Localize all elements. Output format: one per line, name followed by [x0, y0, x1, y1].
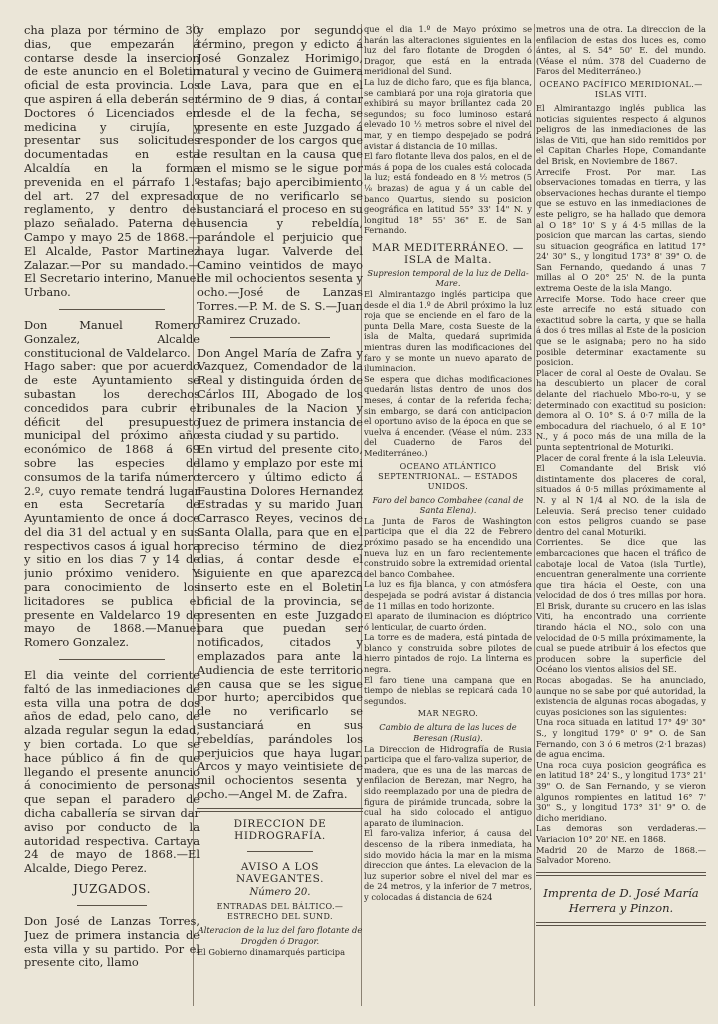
printer-imprint: Imprenta de D. José María Herrera y Pinzon. — [543, 885, 699, 915]
separator — [59, 309, 165, 310]
notice-body: Corrientes. Se dice que las embarcaciones que hacen el tráfico de cabotaje local de Vatoa (isla Turtle), encuentran generalmente una corriente que tira hácia el Oeste, con una velocidad de dos ó tres millas por hora. El Brisk, durante su crucero en las islas Viti, ha encontrado una corriente tirando hácia el NO., solo con una velocidad de 0·5 milla próximamente, la cual se puede atribuir á los efectos que producen sobre la superficie del Océano los vientos alisios del SE. — [536, 537, 706, 675]
separator — [59, 659, 165, 660]
notice-body: El Almirantazgo inglés participa que desde el dia 1.º de Abril próximo la luz roja que se enciende en el faro de la punta Della Mare, costa Sueste de la isla de Malta, quedará suprimida mientras duren las modificaciones del faro y se monte un nuevo aparato de iluminacion. — [364, 289, 532, 374]
column-1 — [24, 24, 200, 1010]
notice-body: El Almirantazgo inglés publica las noticias siguientes respecto á algunos peligros de las inmediaciones de las islas de Viti, que han sido remitidos por el Capitan Charles Hope, Comandante del Brisk, en Noviembre de 1867. — [536, 102, 706, 166]
notice-zafra-body: En virtud del presente cito, llamo y emplazo por este mi tercero y último edicto á Faustina Dolores Hernandez Estradas y su marido Juan Carrasco Reyes, vecinos de Santa Olalla, para que en el preciso término de diez dias, á contar desde el siguiente en que aparezca inserto este en el Boletin oficial de la provincia, se presenten en este Juzgado para que puedan ser notificados, citados y emplazados para ante la Audiencia de este territorio en causa que se les sigue por hurto; apercibidos que de no verificarlo se sustanciará en sus rebeldías, parándoles los perjuicios que haya lugar. Arcos y mayo veintisiete de mil ochocientos sesenta y ocho.—Angel M. de Zafra. — [197, 442, 363, 802]
separator — [77, 905, 147, 906]
notice-body: El Gobierno dinamarqués participa — [197, 946, 346, 957]
notice-body: metros una de otra. La direccion de la enfilacion de estas dos luces es, como ántes, al S. 54° 50' E. del mundo. (Véase el núm. 378 del Cuaderno de Faros del Mediterráneo.) — [536, 24, 706, 77]
separator — [230, 337, 330, 338]
notice-body: El faro-valiza inferior, á causa del descenso de la ribera inmediata, ha sido movido hácia la mar en la misma direccion que ántes. La elevacion de la luz superior sobre el nivel del mar es de 24 metros, y la inferior de 7 metros, y colocadas á distancia de 624 — [364, 828, 532, 902]
notice-body: La Junta de Faros de Washington participa que el dia 22 de Febrero próximo pasado se ha encendido una nueva luz en un faro recientemente construido sobre la extremidad oriental del banco Combahee. — [364, 515, 532, 579]
notice-valdelarco-heading: Don Manuel Romero Gonzalez, Alcalde constitucional de Valdelarco. — [24, 317, 200, 360]
column-rule — [534, 24, 535, 1006]
notice-subtitle: Alteracion de la luz del faro flotante de Drogden ó Dragor. — [197, 925, 363, 947]
notice-cartaya: El dia veinte del corriente faltó de las inmediaciones de esta villa una potra de dos años de edad, pelo cano, de alzada regular segun la edad, y bien cortada. Lo que se hace público á fin de que llegando el presente anuncio á conocimiento de personas que sepan el paradero de dicha caballería se sirvan dar aviso por conducto de la autoridad respectiva. Cartaya 24 de mayo de 1868.—El Alcalde, Diego Perez. — [24, 668, 200, 876]
notice-lanzas-cont: y emplazo por segundo término, pregon y edicto á José Gonzalez Horimigo, natural y vecino de Guimera de Lava, para que en el término de 9 dias, á contar desde el de la fecha, se presente en este Juzgado á responder de los cargos que le resultan en la causa que en el mismo se le sigue por estafas; bajo apercibimiento que de no verificarlo se sustanciará el proceso en su ausencia y rebeldía, parándole el perjuicio que haya lugar. Valverde del Camino veintidos de mayo de mil ochocientos sesenta y ocho.—José de Lanzas Torres.—P. M. de S. S.—Juan Ramirez Cruzado. — [197, 24, 363, 327]
notice-body: La luz de dicho faro, que es fija blanca, se cambiará por una roja giratoria que exhibirá su mayor brillantez cada 20 segundos; su foco luminoso estará elevado 10 ½ metros sobre el nivel del mar, y en tiempo despejado se podrá avistar á distancia de 10 millas. — [364, 76, 532, 151]
notice-body: Rocas abogadas. Se ha anunciado, aunque no se sabe por qué autoridad, la existencia de algunas rocas abogadas, y cuyas posiciones son las siguientes: — [536, 675, 706, 717]
section-caption: OCEANO ATLÁNTICO SEPTENTRIONAL. — ESTADOS UNIDOS. — [378, 461, 518, 491]
notice-subtitle: Cambio de altura de las luces de Beresan (Rusia). — [379, 722, 517, 744]
section-caption: ENTRADAS DEL BÁLTICO.—ESTRECHO DEL SUND. — [216, 902, 344, 922]
notice-body: Placer de coral frente á la isla Leleuvia. El Comandante del Brisk vió distintamente dos placeres de coral, situados á 0·5 millas próximamente al N. y al N 1/4 al NO. de la isla de Leleuvia. Será preciso tener cuidado con estos peligros cuando se pase dentro del canal Moturiki. — [536, 452, 706, 537]
notice-body: El faro tiene una campana que en tiempo de nieblas se repicará cada 10 segundos. — [364, 674, 532, 706]
notice-body: El faro flotante lleva dos palos, en el de más á popa de los cuales está colocada la luz; está fondeado en 8 ½ metros (5 ⅛ brazas) de agua y á un cable del banco Quartus, siendo su posicion geográfica en latitud 55° 33' 14" N. y longitud 18° 55' 36" E. de San Fernando. — [364, 151, 532, 236]
numero-label: Número 20. — [249, 886, 311, 898]
notice-body: Arrecife Frost. Por mar. Las observaciones tomadas en tierra, y las observaciones hechas durante el tiempo que se estuvo en las inmediaciones de este peligro, se ha hallado que demora al O 18° 10' S y á 4·5 millas de la posicion que marcan las cartas, siendo su situacion geográfica en latitud 17° 24' 30" S., y longitud 173° 8' 39" O. de San Fernando, quedando á unas 7 millas al O 20° 25' N. de la punta extrema Oeste de la isla Mango. — [536, 166, 706, 294]
section-caption: OCEANO PACÍFICO MERIDIONAL.—ISLAS VITI. — [539, 79, 703, 99]
notice-lanzas: Don José de Lanzas Torres, Juez de primera instancia de esta villa y su partido. Por el presente cito, llamo — [24, 914, 200, 970]
notice-body: La luz es fija blanca, y con atmósfera despejada se podrá avistar á distancia de 11 millas en todo horizonte. — [364, 579, 532, 611]
notice-body: Las demoras son verdaderas.—Variacion 10° 20' NE. en 1868. — [536, 823, 706, 844]
notice-body: Una roca situada en latitud 17° 49' 30" S., y longitud 179° 0' 9" O. de San Fernando, con 3 ó 6 metros (2·1 brazas) de agua encima. — [536, 717, 706, 760]
column-3 — [364, 24, 532, 1010]
double-rule — [536, 872, 706, 876]
direccion-hidrografia-heading: DIRECCION DE HIDROGRAFÍA. — [233, 817, 327, 842]
double-rule — [536, 922, 706, 926]
notice-body: Se espera que dichas modificaciones quedarán listas dentro de unos dos meses, á contar de la referida fecha; sin embargo, se dará con anticipacion el oportuno aviso de la época en que se vuelva á encender. (Véase el núm. 233 del Cuaderno de Faros del Mediterráneo.) — [364, 373, 532, 458]
separator — [247, 851, 313, 852]
notice-zafra-heading: Don Angel María de Zafra y Vazquez, Comendador de la Real y distinguida órden de Cárlos III, Abogado de los tribunales de la Nacion y Juez de primera instancia de esta ciudad y su partido. — [197, 345, 363, 443]
column-2 — [197, 24, 363, 1010]
double-rule — [197, 808, 363, 812]
notice-valdelarco-body: Hago saber: que por acuerdo de este Ayuntamiento se subastan los derechos concedidos para cubrir el déficit del presupuesto municipal del próximo año económico de 1868 á 69 sobre las especies de consumos de la tarifa número 2.º, cuyo remate tendrá lugar en esta Secretaría de Ayuntamiento de once á doce del dia 31 del actual y en sus respectivos casos á igual hora y sitio en los dias 7 y 14 de junio próximo venidero. Y para conocimiento de los licitadores se publica el presente en Valdelarco 19 de mayo de 1868.—Manuel Romero Gonzalez. — [24, 359, 200, 650]
column-4 — [536, 24, 706, 1010]
notice-signature: Madrid 20 de Marzo de 1868.—Salvador Moreno. — [536, 844, 706, 866]
section-heading: MAR MEDITERRÁNEO. — ISLA de Malta. — [371, 241, 525, 266]
notice-body: Arrecife Morse. Todo hace creer que este arrecife no está situado con exactitud sobre la carta, y que se halla á dos ó tres millas al Este de la posicion que se le asignaba; pero no ha sido posible determinar exactamente su posicion. — [536, 293, 706, 368]
aviso-navegantes-heading: AVISO A LOS NAVEGANTES. — [235, 860, 325, 885]
juzgados-heading: JUZGADOS. — [73, 882, 151, 897]
notice-body: que el dia 1.º de Mayo próximo se harán las alteraciones siguientes en la luz del faro flotante de Drogden ó Dragor, que está en la entrada meridional del Sund. — [364, 24, 532, 77]
notice-subtitle: Supresion temporal de la luz de Della-Mare. — [367, 267, 529, 289]
notice-subtitle: Faro del banco Combahee (canal de Santa Elena). — [372, 494, 524, 516]
notice-body: La Direccion de Hidrografía de Rusia participa que el faro-valiza superior, de madera, que es una de las marcas de enfilacion de Berezan, mar Negro, ha sido reemplazado por una de piedra de figura de pirámide truncada, sobre la cual ha sido colocado el antiguo aparato de iluminacion. — [364, 743, 532, 828]
section-caption: MAR NEGRO. — [417, 709, 479, 719]
notice-body: Una roca cuya posicion geográfica es en latitud 18° 24' S., y longitud 173° 21' 39" O. de San Fernando, y se vieron algunos rompientes en latitud 16° 7' 30" S., y longitud 173° 31' 9" O. de dicho meridiano. — [536, 759, 706, 823]
notice-body: El aparato de iluminacion es dióptrico ó lenticular, de cuarto órden. — [364, 611, 532, 632]
notice-body: Placer de coral al Oeste de Ovalau. Se ha descubierto un placer de coral delante del riachuelo Mbo-ro-u, y se determinado con exactitud su posicion: demora al O. 10° S. á 0·7 milla de la embocadura del riachuelo, ó al E 10° N., y á poco más de una milla de la punta septentrional de Moturiki. — [536, 367, 706, 452]
notice-paterna: cha plaza por término de 30 dias, que empezarán á contarse desde la insercion de este anuncio en el Boletin oficial de esta provincia. Los que aspiren á ella deberán ser Doctores ó Licenciados en medicina y cirujía, y presentar sus solicitudes documentadas en esta Alcaldía en la forma prevenida en el párrafo 1.º del art. 27 del expresado reglamento, y dentro del plazo señalado. Paterna del Campo y mayo 25 de 1868.—El Alcalde, Pastor Martinez Zalazar.—Por su mandado.—El Secretario interino, Manuel Urbano. — [24, 24, 200, 300]
notice-body: La torre es de madera, está pintada de blanco y construida sobre pilotes de hierro pintados de rojo. La linterna es negra. — [364, 632, 532, 675]
